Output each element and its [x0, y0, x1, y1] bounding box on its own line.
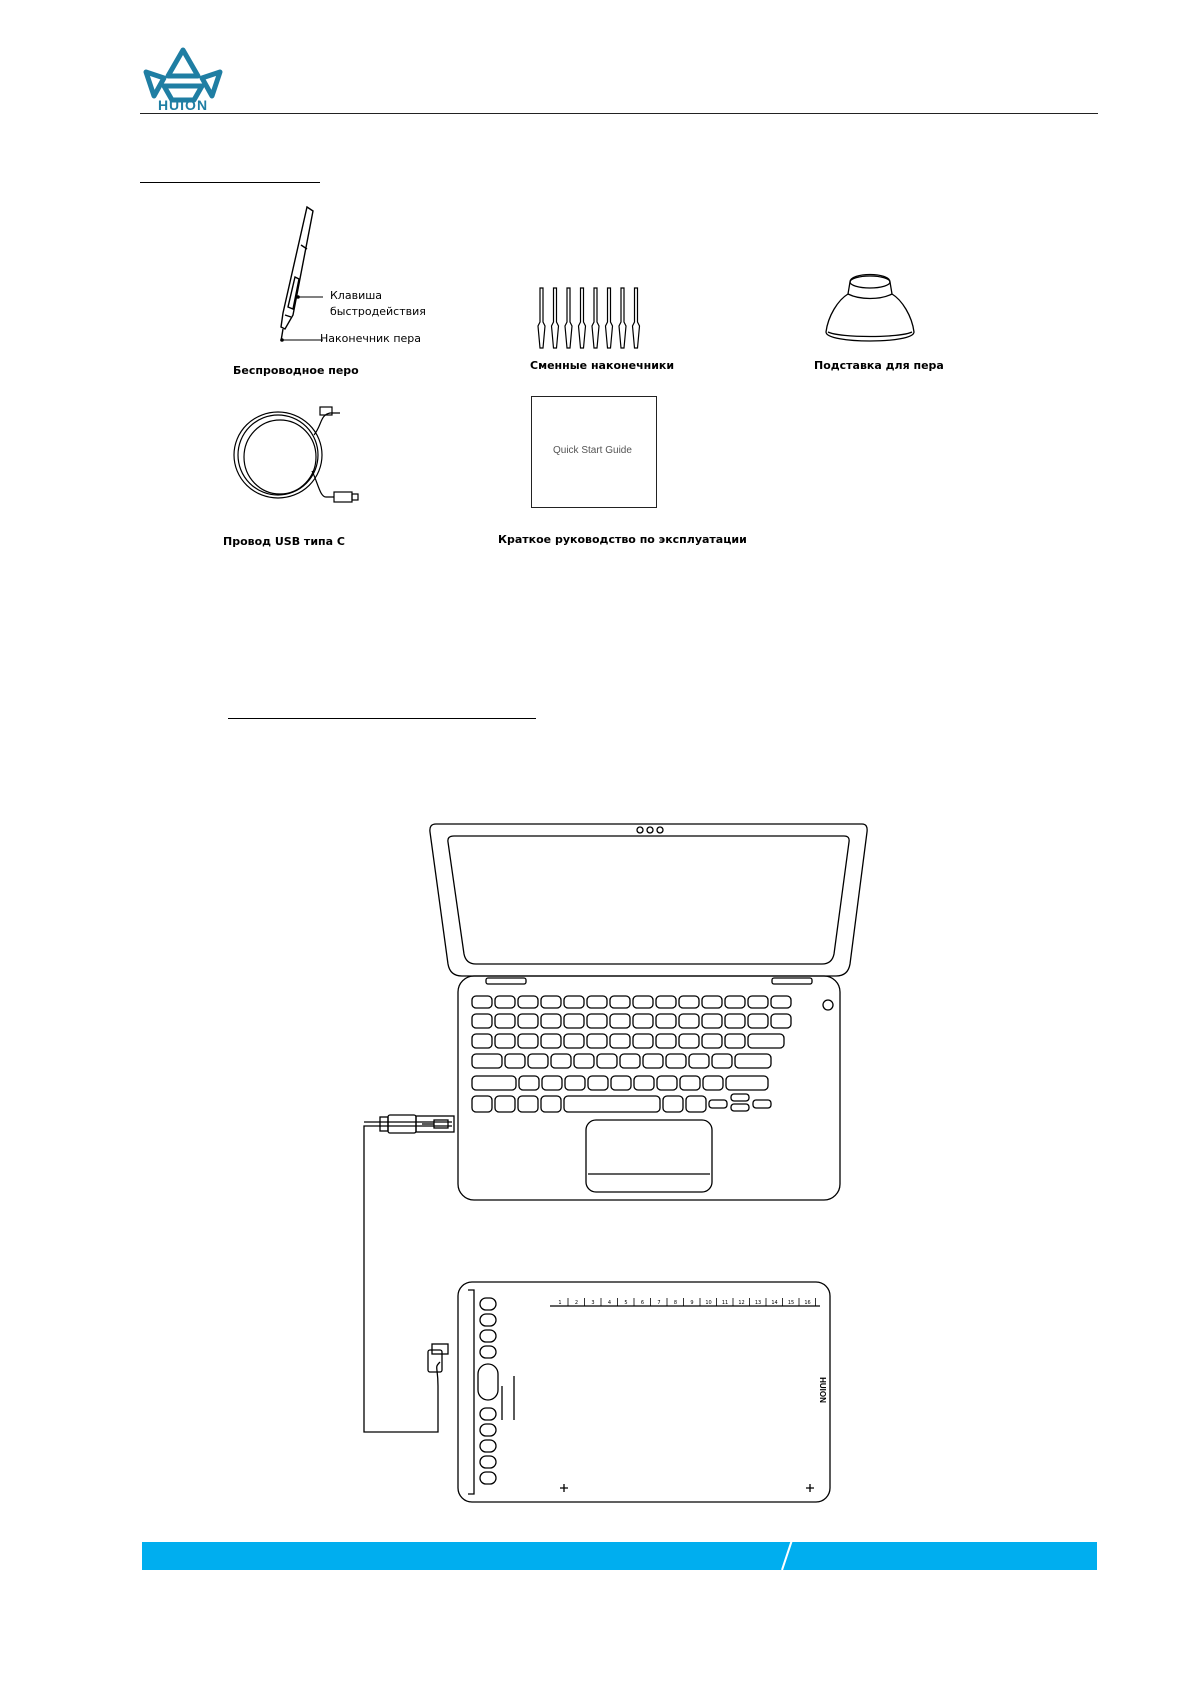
- keyboard-key: [709, 1100, 727, 1108]
- tablet-express-key: [480, 1298, 496, 1310]
- keyboard-key: [725, 1034, 745, 1048]
- logo-text: HUION: [157, 97, 209, 113]
- tablet-shortcut-number: 11: [721, 1300, 729, 1306]
- keyboard-key: [771, 996, 791, 1008]
- connection-diagram: [350, 820, 870, 1520]
- tablet-shortcut-number: 12: [738, 1300, 745, 1306]
- keyboard-key: [702, 1014, 722, 1028]
- keyboard-key: [472, 996, 492, 1008]
- guide-label: Краткое руководство по эксплуатации: [498, 533, 747, 546]
- keyboard-key: [472, 1054, 502, 1068]
- tablet-shortcut-number: 7: [657, 1300, 661, 1306]
- nib-piece: [579, 288, 586, 348]
- tablet-express-key: [480, 1346, 496, 1358]
- tablet-shortcut-number: 6: [640, 1300, 645, 1306]
- keyboard-key: [564, 1034, 584, 1048]
- keyboard-key: [518, 1014, 538, 1028]
- pen-button-note: [330, 288, 426, 320]
- nibs-illustration: [534, 286, 644, 352]
- keyboard-key: [472, 1076, 516, 1090]
- keyboard-key: [731, 1104, 749, 1111]
- tablet-shortcut-number: 2: [574, 1300, 579, 1306]
- keyboard-key: [656, 1034, 676, 1048]
- cable-label: Провод USB типа C: [223, 535, 345, 548]
- tablet-shortcut-number: 5: [624, 1300, 628, 1306]
- keyboard-key: [620, 1054, 640, 1068]
- keyboard-key: [588, 1076, 608, 1090]
- keyboard-key: [495, 1034, 515, 1048]
- keyboard-key: [541, 1034, 561, 1048]
- nib-piece: [619, 288, 626, 348]
- keyboard-key: [663, 1096, 683, 1112]
- stand-label: Подставка для пера: [814, 359, 944, 372]
- keyboard-key: [472, 1014, 492, 1028]
- usb-cable-illustration: [230, 405, 360, 515]
- keyboard-key: [725, 996, 745, 1008]
- keyboard-key: [518, 1034, 538, 1048]
- keyboard-key: [551, 1054, 571, 1068]
- keyboard-key: [587, 1014, 607, 1028]
- tablet-express-key: [480, 1330, 496, 1342]
- keyboard-key: [680, 1076, 700, 1090]
- keyboard-key: [505, 1054, 525, 1068]
- keyboard-key: [633, 996, 653, 1008]
- keyboard-key: [541, 1096, 561, 1112]
- pen-illustration: [255, 205, 335, 345]
- pen-button-note-line2: быстродействия: [330, 305, 426, 318]
- keyboard-key: [753, 1100, 771, 1108]
- tablet-dial: [478, 1364, 498, 1400]
- keyboard-key: [495, 996, 515, 1008]
- keyboard-key: [656, 996, 676, 1008]
- keyboard-key: [771, 1014, 791, 1028]
- tablet-express-key: [480, 1314, 496, 1326]
- keyboard-key: [542, 1076, 562, 1090]
- header-divider: [140, 113, 1098, 114]
- keyboard-key: [712, 1054, 732, 1068]
- tablet-express-key: [480, 1456, 496, 1468]
- section-underline-connection: [228, 718, 536, 719]
- keyboard-key: [748, 1014, 768, 1028]
- nib-piece: [606, 288, 613, 348]
- keyboard-key: [679, 1014, 699, 1028]
- keyboard-key: [643, 1054, 663, 1068]
- pen-stand-illustration: [820, 268, 920, 348]
- keyboard-key: [518, 996, 538, 1008]
- laptop-screen: [448, 836, 849, 964]
- keyboard-key: [472, 1096, 492, 1112]
- nib-piece: [552, 288, 559, 348]
- keyboard-key: [587, 996, 607, 1008]
- keyboard-key: [726, 1076, 768, 1090]
- keyboard-key: [541, 996, 561, 1008]
- keyboard-key: [574, 1054, 594, 1068]
- keyboard-key: [528, 1054, 548, 1068]
- keyboard-key: [748, 1034, 784, 1048]
- keyboard-key: [657, 1076, 677, 1090]
- keyboard-key: [610, 996, 630, 1008]
- keyboard-key: [656, 1014, 676, 1028]
- keyboard-key: [731, 1094, 749, 1101]
- tablet-express-key: [480, 1424, 496, 1436]
- keyboard-key: [633, 1014, 653, 1028]
- camera-icon: [637, 827, 643, 833]
- tablet-express-key: [480, 1472, 496, 1484]
- tablet-shortcut-number: 9: [690, 1300, 694, 1306]
- keyboard-key: [679, 996, 699, 1008]
- pen-label: Беспроводное перо: [233, 364, 359, 377]
- keyboard-key: [679, 1034, 699, 1048]
- cable-path: [364, 1126, 452, 1432]
- keyboard-key: [702, 996, 722, 1008]
- pen-button-note-line1: Клавиша: [330, 289, 383, 302]
- keyboard-key: [472, 1034, 492, 1048]
- keyboard-key: [748, 996, 768, 1008]
- keyboard-key: [587, 1034, 607, 1048]
- keyboard-key: [703, 1076, 723, 1090]
- keyboard-key: [495, 1014, 515, 1028]
- laptop-trackpad: [586, 1120, 712, 1192]
- keyboard-key: [689, 1054, 709, 1068]
- keyboard-key: [518, 1096, 538, 1112]
- keyboard-key: [686, 1096, 706, 1112]
- keyboard-key: [633, 1034, 653, 1048]
- footer-slash-icon: [778, 1538, 796, 1572]
- nib-piece: [538, 288, 545, 348]
- nib-piece: [633, 288, 640, 348]
- tablet-shortcut-number: 3: [591, 1300, 595, 1306]
- nib-piece: [592, 288, 599, 348]
- keyboard-key: [541, 1014, 561, 1028]
- keyboard-key: [565, 1076, 585, 1090]
- tablet-express-key: [480, 1440, 496, 1452]
- tablet-shortcut-number: 14: [771, 1300, 778, 1306]
- keyboard-key: [702, 1034, 722, 1048]
- tablet-shortcut-number: 15: [787, 1300, 795, 1306]
- laptop-lid: [430, 824, 867, 976]
- keyboard-key: [564, 996, 584, 1008]
- tablet-shortcut-number: 16: [804, 1300, 811, 1306]
- keyboard-key: [564, 1014, 584, 1028]
- keyboard-key: [634, 1076, 654, 1090]
- tablet-shortcut-number: 1: [558, 1300, 562, 1306]
- tablet-shortcut-number: 8: [673, 1300, 678, 1306]
- nibs-label: Сменные наконечники: [530, 359, 675, 372]
- nib-piece: [565, 288, 572, 348]
- pen-nib-note: Наконечник пера: [320, 332, 422, 345]
- keyboard-key: [735, 1054, 771, 1068]
- tablet-express-key: [480, 1408, 496, 1420]
- tablet-shortcut-number: 10: [705, 1300, 712, 1306]
- tablet-brand-text: HUION: [818, 1377, 827, 1403]
- keyboard-key: [666, 1054, 686, 1068]
- keyboard-key: [611, 1076, 631, 1090]
- keyboard-key: [519, 1076, 539, 1090]
- footer-band: [142, 1542, 1097, 1570]
- section-underline-accessories: [140, 182, 320, 183]
- keyboard-key: [610, 1014, 630, 1028]
- keyboard-key: [725, 1014, 745, 1028]
- tablet-shortcut-number: 4: [607, 1300, 612, 1306]
- keyboard-key: [564, 1096, 660, 1112]
- guide-cover-text: Quick Start Guide: [553, 445, 632, 456]
- keyboard-key: [610, 1034, 630, 1048]
- keyboard-key: [597, 1054, 617, 1068]
- keyboard-key: [495, 1096, 515, 1112]
- tablet-shortcut-number: 13: [754, 1300, 762, 1306]
